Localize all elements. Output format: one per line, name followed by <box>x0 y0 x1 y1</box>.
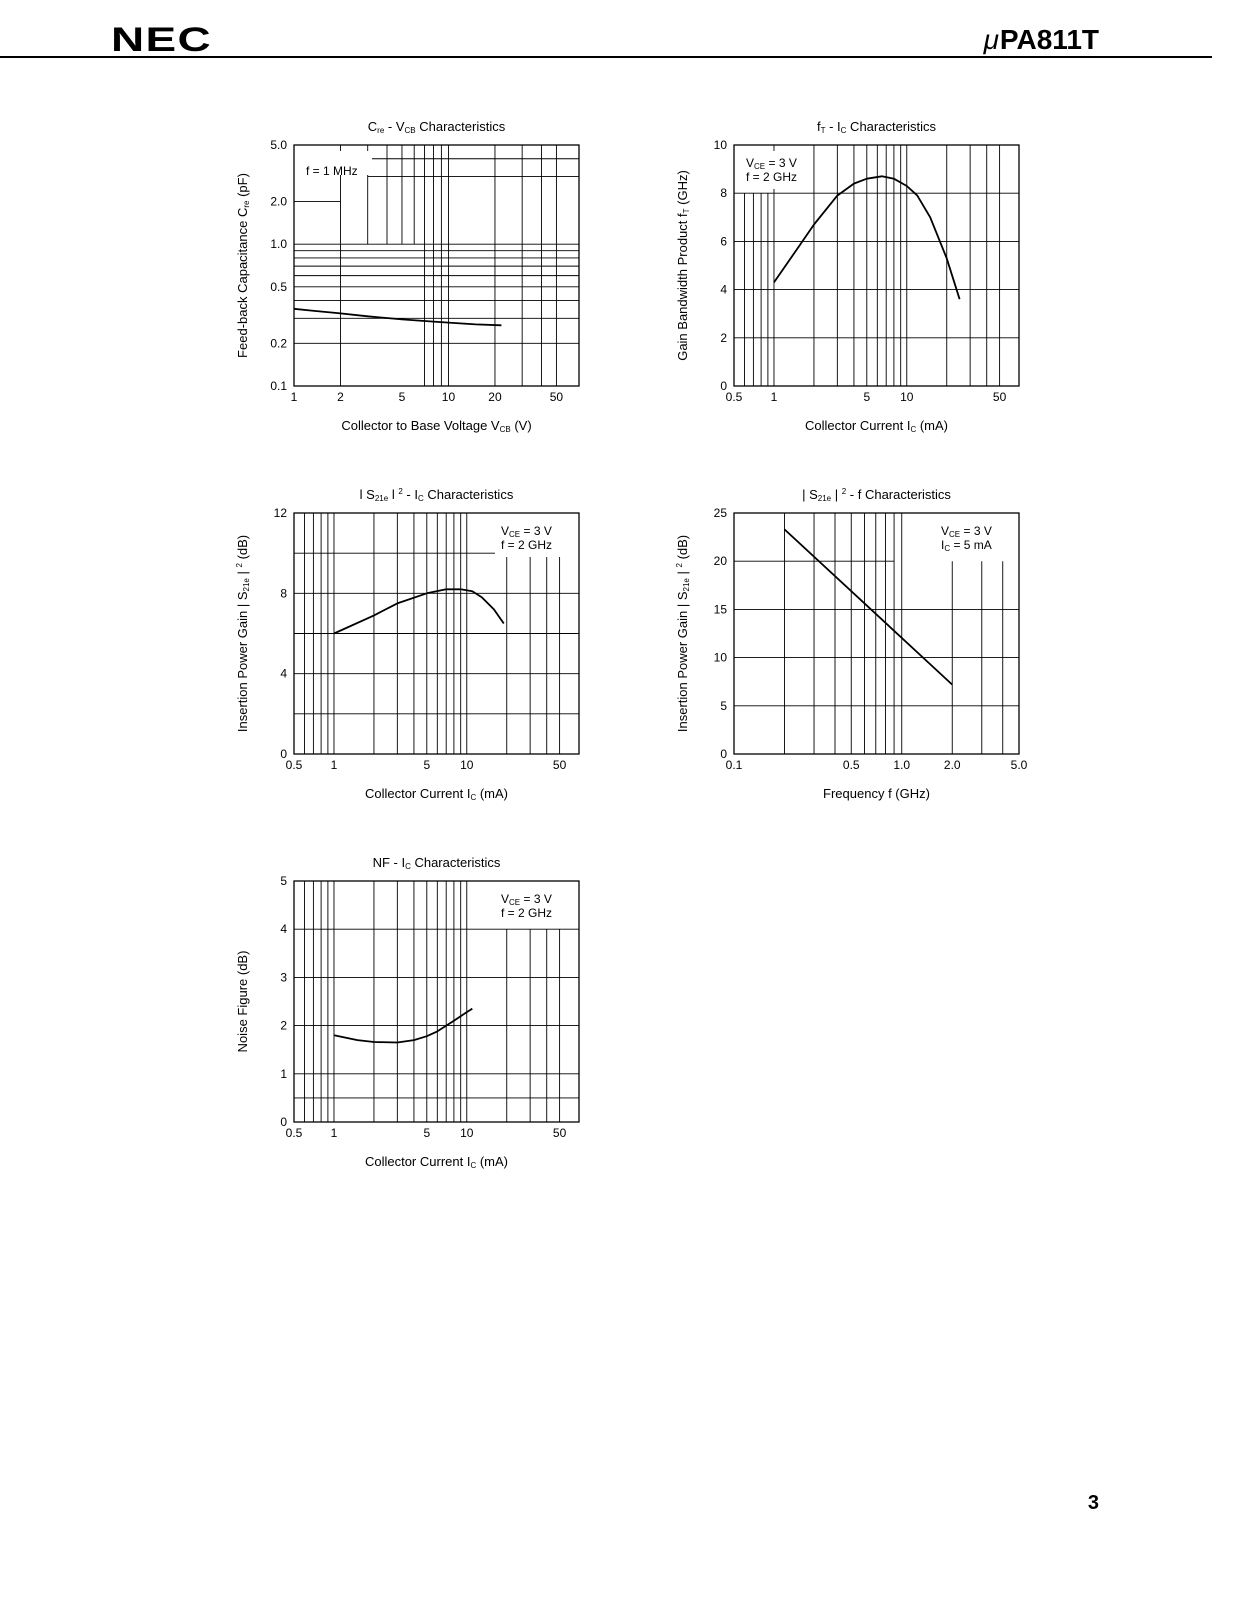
x-tick-label: 50 <box>552 758 567 772</box>
y-tick-label: 2 <box>720 330 727 345</box>
x-tick-label: 0.5 <box>842 758 860 772</box>
x-tick-label: 0.5 <box>285 1126 303 1140</box>
annotation-text: VCE = 3 V <box>941 524 992 539</box>
x-tick-label: 20 <box>488 390 502 404</box>
x-tick-label: 1 <box>330 758 338 772</box>
page-number: 3 <box>1087 1492 1099 1514</box>
x-tick-label: 5.0 <box>1010 758 1028 772</box>
y-axis-label: Insertion Power Gain | S21e | $^2$ (dB) <box>235 534 251 733</box>
x-tick-label: 0.5 <box>285 758 303 772</box>
y-tick-label: 0 <box>280 747 287 761</box>
x-tick-label: 5 <box>423 1126 431 1140</box>
x-tick-label: 1.0 <box>893 758 911 772</box>
nec-logo: NEC <box>111 21 212 59</box>
y-tick-label: 6 <box>720 234 727 249</box>
y-tick-label: 2.0 <box>270 194 287 209</box>
chart-title: | S21e | $^2$ - f Characteristics <box>802 487 951 503</box>
series-line <box>294 309 501 326</box>
y-tick-label: 8 <box>720 186 727 201</box>
annotation-text: f = 1 MHz <box>306 164 358 178</box>
x-tick-label: 10 <box>460 1126 474 1140</box>
y-tick-label: 8 <box>280 586 287 601</box>
annotation-text: VCE = 3 V <box>501 524 552 539</box>
chart-title: NF - IC Characteristics <box>372 855 501 871</box>
y-tick-label: 4 <box>280 666 287 681</box>
y-tick-label: 0.2 <box>270 336 287 351</box>
x-tick-label: 2.0 <box>943 758 961 772</box>
y-tick-label: 0.5 <box>270 279 287 294</box>
y-tick-label: 4 <box>720 282 727 297</box>
y-tick-label: 10 <box>713 650 727 665</box>
y-tick-label: 12 <box>273 506 287 520</box>
annotation-text: IC = 5 mA <box>941 538 992 553</box>
y-axis-label: Insertion Power Gain | S21e | $^2$ (dB) <box>675 534 691 733</box>
y-tick-label: 0.1 <box>270 379 287 393</box>
y-tick-label: 0 <box>720 747 727 761</box>
x-tick-label: 50 <box>552 1126 567 1140</box>
annotation-text: VCE = 3 V <box>746 156 797 171</box>
plot-frame <box>294 145 579 386</box>
x-tick-label: 5 <box>863 390 871 404</box>
x-tick-label: 50 <box>549 390 564 404</box>
y-tick-label: 1 <box>280 1066 287 1081</box>
y-tick-label: 1.0 <box>270 237 287 252</box>
part-prefix: μ <box>983 24 999 55</box>
chart-title: Cre - VCB Characteristics <box>367 119 506 135</box>
y-tick-label: 25 <box>713 506 727 520</box>
y-tick-label: 20 <box>713 554 727 569</box>
x-axis-label: Collector to Base Voltage VCB (V) <box>341 418 532 434</box>
x-tick-label: 5 <box>398 390 406 404</box>
y-tick-label: 2 <box>280 1018 287 1033</box>
annotation-text: f = 2 GHz <box>501 906 553 920</box>
x-axis-label: Collector Current IC (mA) <box>364 786 509 802</box>
y-tick-label: 0 <box>280 1115 287 1129</box>
y-tick-label: 10 <box>713 138 727 152</box>
annotation-text: f = 2 GHz <box>501 538 553 552</box>
y-tick-label: 5.0 <box>270 138 287 152</box>
x-tick-label: 0.1 <box>725 758 743 772</box>
y-tick-label: 3 <box>280 970 287 985</box>
y-tick-label: 5 <box>280 874 287 888</box>
y-axis-label: Noise Figure (dB) <box>235 950 250 1053</box>
x-tick-label: 5 <box>423 758 431 772</box>
x-tick-label: 50 <box>992 390 1007 404</box>
x-axis-label: Collector Current IC (mA) <box>364 1154 509 1170</box>
x-axis-label: Collector Current IC (mA) <box>804 418 949 434</box>
x-tick-label: 1 <box>290 390 298 404</box>
x-tick-label: 10 <box>441 390 456 404</box>
x-tick-label: 2 <box>337 390 344 404</box>
x-tick-label: 10 <box>900 390 914 404</box>
x-tick-label: 10 <box>460 758 474 772</box>
y-tick-label: 0 <box>720 379 727 393</box>
part-number-text: PA811T <box>999 24 1099 55</box>
y-axis-label: Gain Bandwidth Product fT (GHz) <box>675 170 691 361</box>
y-axis-label: Feed-back Capacitance Cre (pF) <box>235 173 251 358</box>
y-tick-label: 5 <box>720 698 727 713</box>
x-tick-label: 0.5 <box>725 390 743 404</box>
y-tick-label: 15 <box>713 602 727 617</box>
x-axis-label: Frequency f (GHz) <box>823 786 930 801</box>
series-line <box>785 529 953 684</box>
series-line <box>334 589 504 633</box>
y-tick-label: 4 <box>280 922 287 937</box>
chart-title: fT - IC Characteristics <box>816 119 937 135</box>
x-tick-label: 1 <box>330 1126 338 1140</box>
annotation-text: VCE = 3 V <box>501 892 552 907</box>
chart-title: l S21e l $^2$ - IC Characteristics <box>359 487 514 503</box>
x-tick-label: 1 <box>770 390 778 404</box>
annotation-text: f = 2 GHz <box>746 170 798 184</box>
